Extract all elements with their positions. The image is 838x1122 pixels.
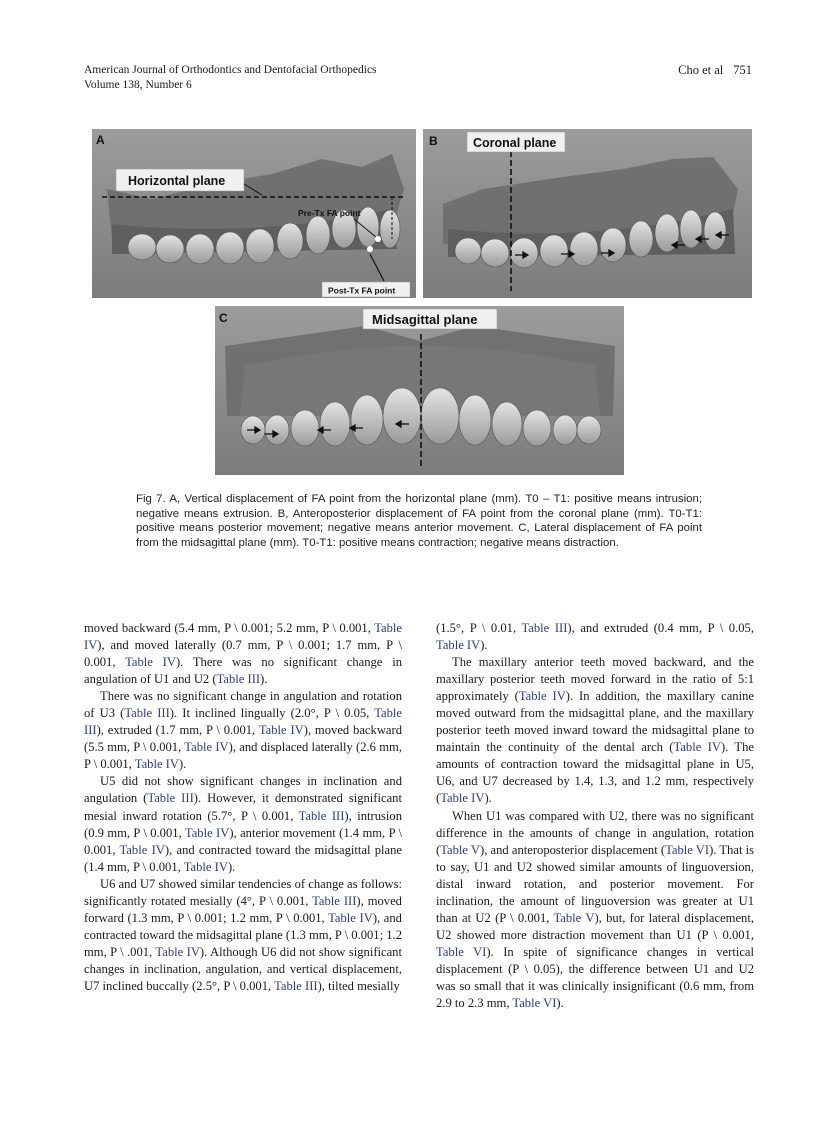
body-paragraph: When U1 was compared with U2, there was no significant difference in the amounts of change in angulation, rotation (Table V), and anteroposterior displacement (Table VI). That is to say, U1 and U2 showed similar amounts of linguoversion, distal inward rotation, and posterior movement. For inclination, the amount of linguoversion was greater at U1 than at U2 (P \ 0.001, Table V), but, for lateral displacement, U2 showed more distraction movement than U1 (P \ 0.001, Table VI). In spite of significance changes in vertical displacement (P \ 0.05), the difference between U1 and U2 was so small that it was clinically insignificant (0.6 mm, from 2.9 to 2.3 mm, Table VI). xyxy=(436,808,755,1011)
body-paragraph: (1.5°, P \ 0.01, Table III), and extruded (0.4 mm, P \ 0.05, Table IV). xyxy=(436,621,754,653)
table-reference-link[interactable]: Table IV xyxy=(436,638,481,653)
body-paragraph: The maxillary anterior teeth moved backward, and the maxillary posterior teeth moved forward in the ratio of 5:1 approximately (Table IV). In addition, the maxillary canine moved outward from the midsagittal plane, and the maxillary posterior teeth moved inward toward the midsagittal plane to maintain the continuity of the dental arch (Table IV). The amounts of contraction toward the midsagittal plane in U5, U6, and U7 decreased by 1.4, 1.3, and 1.2 mm, respectively (Table IV). xyxy=(436,655,755,806)
table-reference-link[interactable]: Table VI xyxy=(665,842,710,857)
body-paragraph: moved backward (5.4 mm, P \ 0.001; 5.2 mm, P \ 0.001, Table IV), and moved laterally (0.7 mm, P \ 0.001; 1.7 mm, P \ 0.001, Table IV). There was no significant change in angulation of U1 and U2 (Table III). xyxy=(84,621,402,687)
body-paragraph: U6 and U7 showed similar tendencies of change as follows: significantly rotated mesially (4°, P \ 0.001, Table III), moved forward (1.3 mm, P \ 0.001; 1.2 mm, P \ 0.001, Table IV), and contracted toward the midsagittal plane (1.3 mm, P \ 0.001; 1.2 mm, P \ .001, Table IV). Although U6 did not show significant changes in inclination, angulation, and vertical displacement, U7 inclined buccally (2.5°, P \ 0.001, Table III), tilted mesially xyxy=(84,876,402,993)
table-reference-link[interactable]: Table V xyxy=(440,842,481,857)
panel-a-dental-image xyxy=(92,129,416,298)
body-paragraph: There was no significant change in angulation and rotation of U3 (Table III). It inclined lingually (2.0°, P \ 0.05, Table III), extruded (1.7 mm, P \ 0.001, Table IV), moved backward (5.5 mm, P \ 0.001, Table IV), and displaced laterally (2.6 mm, P \ 0.001, Table IV). xyxy=(84,689,402,772)
table-reference-link[interactable]: Table V xyxy=(553,910,595,925)
body-paragraph: U5 did not show significant changes in inclination and angulation (Table III). However, it demonstrated significant mesial inward rotation (5.7°, P \ 0.001, Table III), intrusion (0.9 mm, P \ 0.001, Table IV), anterior movement (1.4 mm, P \ 0.001, Table IV), and contracted toward the midsagittal plane (1.4 mm, P \ 0.001, Table IV). xyxy=(84,774,403,874)
figure-panel-c xyxy=(215,306,624,475)
running-header-right xyxy=(668,63,752,78)
panel-c-dental-image xyxy=(215,306,624,475)
table-reference-link[interactable]: Table III xyxy=(84,706,402,738)
panel-c-plane-label: Midsagittal plane xyxy=(372,312,478,327)
table-reference-link[interactable]: Table III xyxy=(147,791,194,806)
running-header-left xyxy=(84,63,377,93)
table-reference-link[interactable]: Table IV xyxy=(440,791,485,806)
table-reference-link[interactable]: Table IV xyxy=(119,842,165,857)
table-reference-link[interactable]: Table IV xyxy=(184,825,230,840)
table-reference-link[interactable]: Table IV xyxy=(125,655,176,670)
table-reference-link[interactable]: Table IV xyxy=(518,689,566,704)
panel-b-dental-image xyxy=(423,129,752,298)
table-reference-link[interactable]: Table III xyxy=(216,672,261,687)
table-reference-link[interactable]: Table IV xyxy=(183,859,228,874)
journal-title: American Journal of Orthodontics and Dentofacial Orthopedics xyxy=(84,64,377,76)
pre-tx-label: Pre-Tx FA point xyxy=(298,208,361,218)
authors: Cho et al xyxy=(678,63,724,77)
panel-b-letter: B xyxy=(429,134,438,148)
post-tx-label: Post-Tx FA point xyxy=(328,285,396,296)
figure-panel-b xyxy=(423,129,752,298)
table-reference-link[interactable]: Table IV xyxy=(84,621,402,653)
figure-caption: Fig 7. A, Vertical displacement of FA point from the horizontal plane (mm). T0 – T1: positive means intrusion; negative means extrusion. B, Anteroposterior displacement of FA point from the coronal plane (mm). T0-T1: positive means posterior movement; negative means anterior movement. C, Lateral displacement of FA point from the midsagittal plane (mm). T0-T1: positive means contraction; negative means distraction. xyxy=(136,493,702,549)
table-reference-link[interactable]: Table IV xyxy=(673,740,721,755)
table-reference-link[interactable]: Table IV xyxy=(328,910,373,925)
panel-a-plane-label: Horizontal plane xyxy=(128,174,226,188)
table-reference-link[interactable]: Table III xyxy=(274,978,318,993)
panel-a-letter: A xyxy=(96,133,105,147)
table-reference-link[interactable]: Table III xyxy=(298,808,345,823)
table-reference-link[interactable]: Table IV xyxy=(155,944,200,959)
page-number: 751 xyxy=(733,63,752,77)
table-reference-link[interactable]: Table VI xyxy=(436,944,487,959)
body-column-right xyxy=(436,620,754,1012)
table-reference-link[interactable]: Table IV xyxy=(184,740,229,755)
table-reference-link[interactable]: Table IV xyxy=(258,723,304,738)
table-reference-link[interactable]: Table IV xyxy=(134,757,179,772)
journal-volume: Volume 138, Number 6 xyxy=(84,79,192,91)
figure-panel-a xyxy=(92,129,416,298)
body-column-left xyxy=(84,620,402,995)
table-reference-link[interactable]: Table III xyxy=(521,621,568,635)
table-reference-link[interactable]: Table III xyxy=(124,706,170,721)
table-reference-link[interactable]: Table III xyxy=(312,893,357,908)
panel-b-plane-label: Coronal plane xyxy=(473,136,557,150)
panel-c-letter: C xyxy=(219,311,228,325)
table-reference-link[interactable]: Table VI xyxy=(512,996,557,1011)
